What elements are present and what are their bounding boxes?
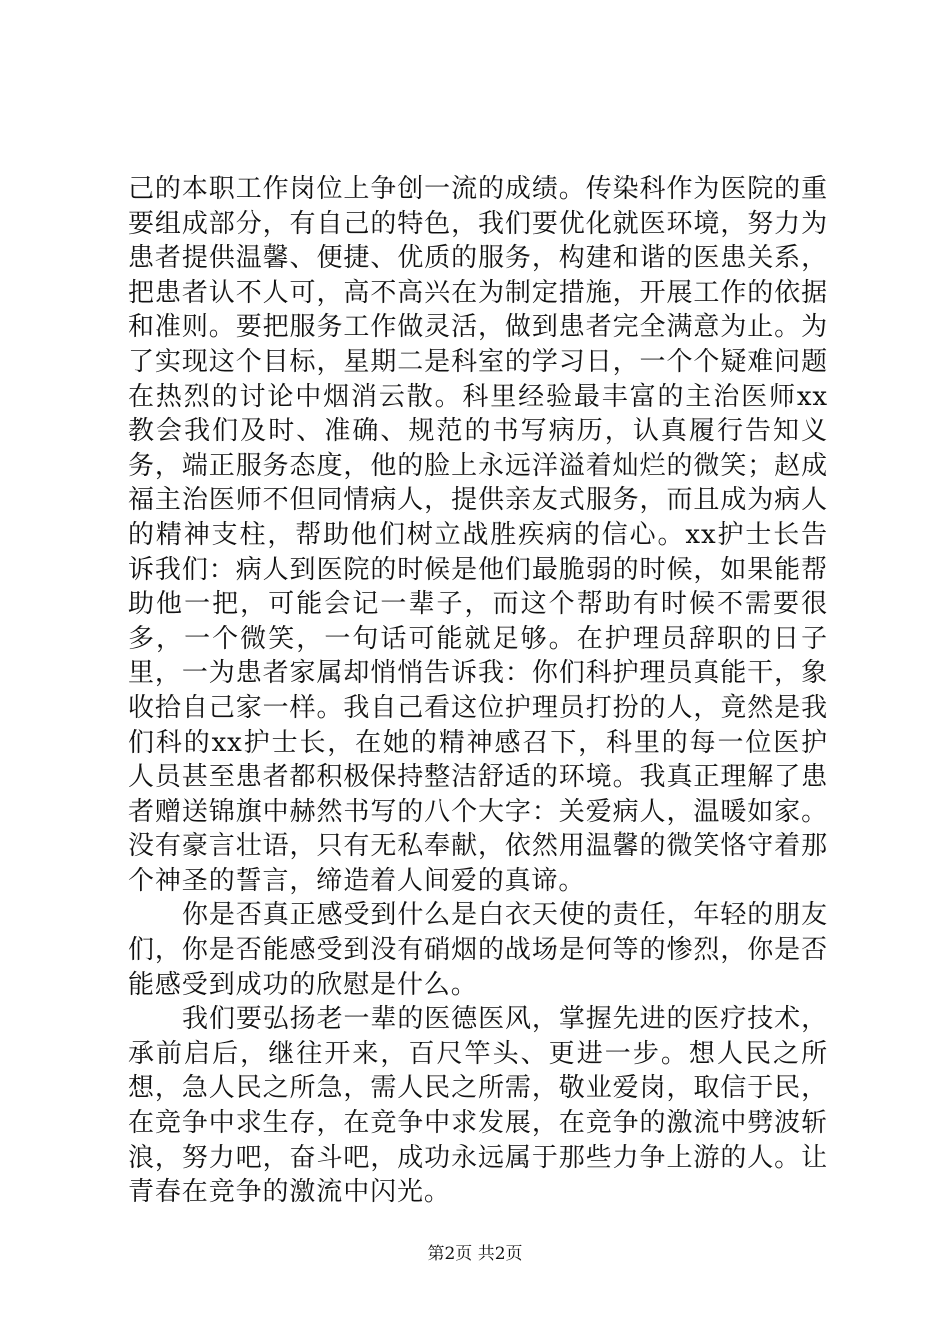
document-body [128,172,828,1210]
page-footer [0,1243,950,1265]
paragraph-1: 己的本职工作岗位上争创一流的成绩。传染科作为医院的重要组成部分，有自己的特色，我们要优化就医环境，努力为患者提供温馨、便捷、优质的服务，构建和谐的医患关系，把患者认不人可，高不高兴在为制定措施，开展工作的依据和准则。要把服务工作做灵活，做到患者完全满意为止。为了实现这个目标，星期二是科室的学习日，一个个疑难问题在热烈的讨论中烟消云散。科里经验最丰富的主治医师xx教会我们及时、准确、规范的书写病历，认真履行告知义务，端正服务态度，他的脸上永远洋溢着灿烂的微笑；赵成福主治医师不但同情病人，提供亲友式服务，而且成为病人的精神支柱，帮助他们树立战胜疾病的信心。xx护士长告诉我们：病人到医院的时候是他们最脆弱的时候，如果能帮助他一把，可能会记一辈子，而这个帮助有时候不需要很多，一个微笑，一句话可能就足够。在护理员辞职的日子里，一为患者家属却悄悄告诉我：你们科护理员真能干，象收拾自己家一样。我自己看这位护理员打扮的人，竟然是我们科的xx护士长，在她的精神感召下，科里的每一位医护人员甚至患者都积极保持整洁舒适的环境。我真正理解了患者赠送锦旗中赫然书写的八个大字：关爱病人，温暖如家。没有豪言壮语，只有无私奉献，依然用温馨的微笑恪守着那个神圣的誓言，缔造着人间爱的真谛。 [128,174,828,896]
paragraph-2: 你是否真正感受到什么是白衣天使的责任，年轻的朋友们，你是否能感受到没有硝烟的战场是何等的惨烈，你是否能感受到成功的欣慰是什么。 [128,900,828,1000]
paragraph-3: 我们要弘扬老一辈的医德医风，掌握先进的医疗技术，承前启后，继往开来，百尺竿头、更进一步。想人民之所想，急人民之所急，需人民之所需，敬业爱岗，取信于民，在竞争中求生存，在竞争中求发展，在竞争的激流中劈波斩浪，努力吧，奋斗吧，成功永远属于那些力争上游的人。让青春在竞争的激流中闪光。 [128,1004,828,1208]
page-number: 第2页 共2页 [427,1244,523,1264]
